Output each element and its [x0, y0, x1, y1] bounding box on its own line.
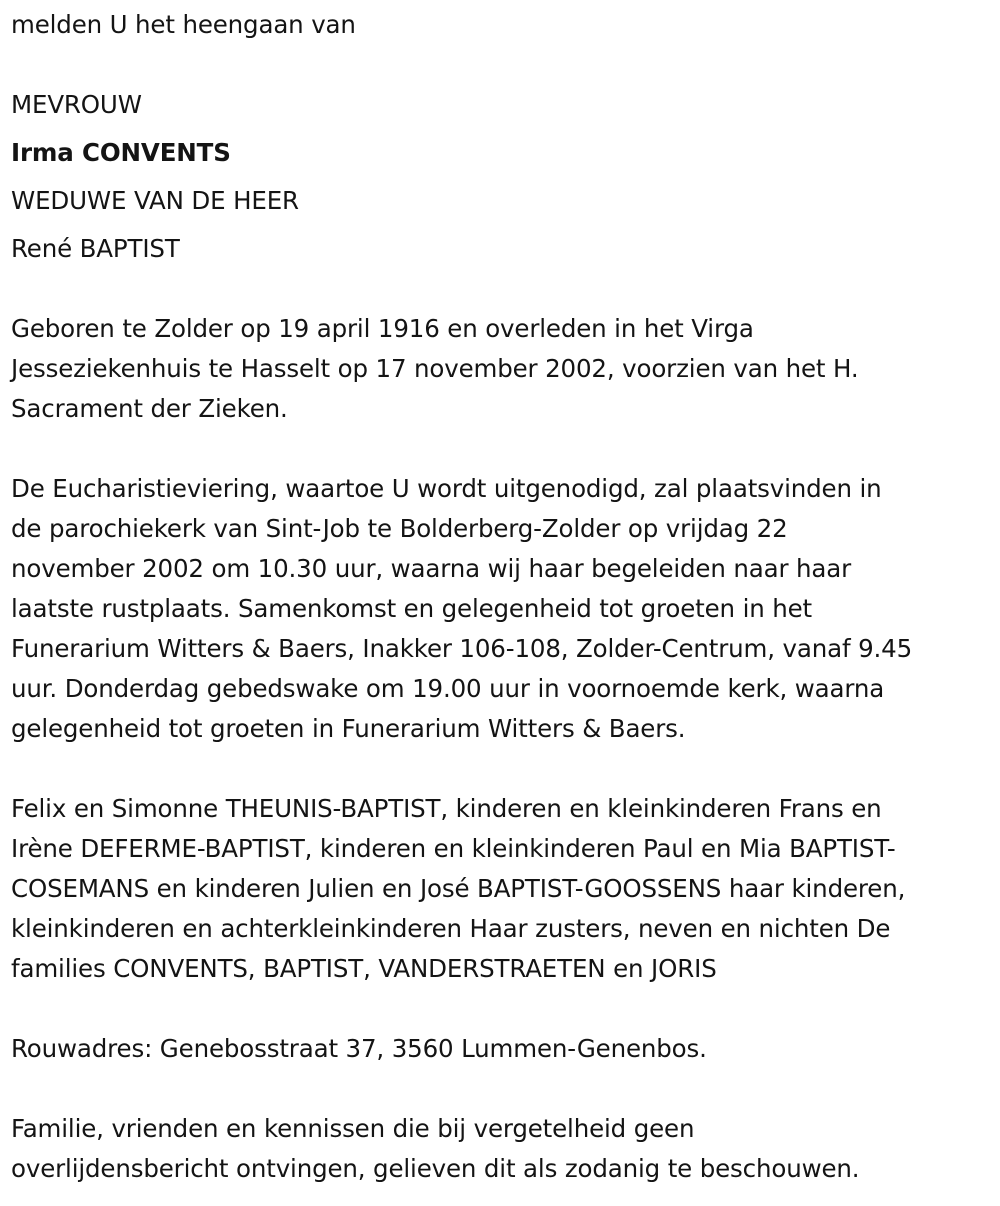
family-paragraph — [11, 789, 993, 989]
closing-paragraph — [11, 1109, 993, 1189]
paragraph-line: Familie, vrienden en kennissen die bij vergetelheid geen — [11, 1114, 695, 1143]
paragraph-line: laatste rustplaats. Samenkomst en gelegenheid tot groeten in het — [11, 594, 812, 623]
mourning-address: Rouwadres: Genebosstraat 37, 3560 Lummen-Genenbos. — [11, 1034, 707, 1063]
paragraph-line: overlijdensbericht ontvingen, gelieven dit als zodanig te beschouwen. — [11, 1154, 860, 1183]
paragraph-line: families CONVENTS, BAPTIST, VANDERSTRAETEN en JORIS — [11, 954, 717, 983]
paragraph-line: Sacrament der Zieken. — [11, 394, 288, 423]
paragraph-line: uur. Donderdag gebedswake om 19.00 uur in voornoemde kerk, waarna — [11, 674, 885, 703]
paragraph-line: COSEMANS en kinderen Julien en José BAPTIST-GOOSSENS haar kinderen, — [11, 874, 906, 903]
spacer — [11, 45, 993, 81]
birth-death-paragraph — [11, 309, 993, 429]
deceased-name: Irma CONVENTS — [11, 138, 231, 167]
spouse-name: René BAPTIST — [11, 234, 180, 263]
spacer — [11, 273, 993, 309]
paragraph-line: gelegenheid tot groeten in Funerarium Witters & Baers. — [11, 714, 686, 743]
spacer — [11, 749, 993, 789]
deceased-relation: WEDUWE VAN DE HEER — [11, 186, 299, 215]
paragraph-line: Felix en Simonne THEUNIS-BAPTIST, kinderen en kleinkinderen Frans en — [11, 794, 882, 823]
paragraph-line: De Eucharistieviering, waartoe U wordt uitgenodigd, zal plaatsvinden in — [11, 474, 882, 503]
spacer — [11, 429, 993, 469]
paragraph-line: Geboren te Zolder op 19 april 1916 en overleden in het Virga — [11, 314, 754, 343]
death-notice — [11, 5, 993, 1189]
intro-text: melden U het heengaan van — [11, 10, 356, 39]
paragraph-line: de parochiekerk van Sint-Job te Bolderberg-Zolder op vrijdag 22 — [11, 514, 788, 543]
paragraph-line: november 2002 om 10.30 uur, waarna wij haar begeleiden naar haar — [11, 554, 852, 583]
paragraph-line: Jesseziekenhuis te Hasselt op 17 november 2002, voorzien van het H. — [11, 354, 859, 383]
paragraph-line: kleinkinderen en achterkleinkinderen Haar zusters, neven en nichten De — [11, 914, 891, 943]
deceased-title: MEVROUW — [11, 90, 142, 119]
paragraph-line: Funerarium Witters & Baers, Inakker 106-108, Zolder-Centrum, vanaf 9.45 — [11, 634, 913, 663]
spacer — [11, 1069, 993, 1109]
ceremony-paragraph — [11, 469, 993, 749]
paragraph-line: Irène DEFERME-BAPTIST, kinderen en kleinkinderen Paul en Mia BAPTIST- — [11, 834, 896, 863]
spacer — [11, 989, 993, 1029]
